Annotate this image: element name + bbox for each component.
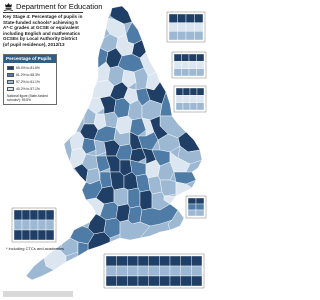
map-title: Key Stage 4: Percentage of pupils in State-funded schools* achieving 5 A*-C grades at GCSE or equivalent including English and mathematics GCSEs by Local Authority District (of pupil residence), 2012/13: [3, 14, 83, 47]
legend-label: 57.2% to 61.1%: [16, 79, 40, 84]
inset-manchester-district: [189, 61, 197, 68]
inset-greater-london-district: [159, 256, 170, 266]
inset-merseyside-district: [38, 230, 46, 240]
inset-merseyside-district: [14, 220, 22, 230]
legend-swatch: [7, 87, 14, 91]
inset-west-midlands: [174, 86, 206, 112]
inset-greater-london-district: [149, 266, 160, 276]
inset-tyne-and-wear-district: [169, 31, 178, 40]
legend: [3, 54, 57, 105]
inset-greater-london-district: [117, 276, 128, 286]
inset-merseyside-district: [14, 230, 22, 240]
inset-west-midlands-district: [183, 103, 190, 110]
inset-manchester: [172, 52, 206, 78]
inset-west-midlands-district: [176, 88, 183, 95]
inset-tyne-and-wear-district: [195, 23, 204, 32]
inset-merseyside-district: [22, 230, 30, 240]
inset-bristol-district: [196, 204, 204, 210]
inset-tyne-and-wear-district: [178, 14, 187, 23]
department-name: Department for Education: [16, 2, 103, 11]
inset-manchester-district: [174, 69, 182, 76]
inset-greater-london-district: [159, 266, 170, 276]
inset-manchester-district: [189, 54, 197, 61]
legend-swatch: [7, 66, 14, 70]
inset-west-midlands-district: [197, 95, 204, 102]
inset-tyne-and-wear-district: [186, 31, 195, 40]
inset-greater-london-district: [181, 266, 192, 276]
inset-merseyside-district: [46, 210, 54, 220]
legend-row-bottom: [7, 87, 57, 91]
inset-greater-london-district: [138, 276, 149, 286]
inset-merseyside: [12, 208, 56, 242]
inset-manchester-district: [197, 54, 205, 61]
department-header: [3, 2, 123, 12]
inset-greater-london-district: [138, 256, 149, 266]
inset-greater-london-district: [170, 256, 181, 266]
district-hull: [134, 68, 148, 90]
inset-tyne-and-wear-district: [178, 23, 187, 32]
district-west-sussex: [140, 190, 152, 210]
inset-greater-london-district: [127, 266, 138, 276]
inset-bristol-district: [196, 210, 204, 216]
inset-greater-london-district: [149, 276, 160, 286]
inset-merseyside-district: [22, 210, 30, 220]
inset-manchester-district: [197, 61, 205, 68]
legend-title: Percentage of Pupils: [4, 55, 56, 63]
inset-tyne-and-wear-district: [186, 14, 195, 23]
inset-bristol-district: [188, 210, 196, 216]
inset-manchester-district: [189, 69, 197, 76]
inset-tyne-and-wear-district: [169, 23, 178, 32]
inset-manchester-district: [182, 61, 190, 68]
inset-tyne-and-wear: [167, 12, 205, 42]
inset-greater-london-district: [106, 276, 117, 286]
inset-greater-london-district: [181, 276, 192, 286]
inset-tyne-and-wear-district: [195, 14, 204, 23]
legend-swatch: [7, 80, 14, 84]
inset-greater-london-district: [117, 256, 128, 266]
inset-tyne-and-wear-district: [195, 31, 204, 40]
inset-greater-london-district: [170, 266, 181, 276]
inset-west-midlands-district: [190, 88, 197, 95]
national-figure-note: National figure (State-funded schools*): 59.8%: [7, 94, 48, 102]
inset-greater-london-district: [106, 256, 117, 266]
legend-label: 65.4% to 81.6%: [16, 65, 40, 70]
inset-bristol-district: [188, 198, 196, 204]
district-southampton: [114, 188, 128, 206]
inset-greater-london-district: [191, 276, 202, 286]
inset-merseyside-district: [30, 210, 38, 220]
inset-greater-london-district: [127, 256, 138, 266]
inset-greater-london-district: [149, 256, 160, 266]
district-tamar: [78, 242, 88, 256]
inset-greater-london: [104, 254, 204, 288]
inset-manchester-district: [197, 69, 205, 76]
legend-row-top: [7, 66, 57, 70]
inset-bristol-district: [196, 198, 204, 204]
inset-greater-london-district: [170, 276, 181, 286]
inset-west-midlands-district: [176, 95, 183, 102]
header-divider: [3, 12, 83, 13]
inset-merseyside-district: [30, 230, 38, 240]
inset-tyne-and-wear-district: [186, 23, 195, 32]
inset-greater-london-district: [191, 266, 202, 276]
inset-west-midlands-district: [190, 95, 197, 102]
inset-tyne-and-wear-district: [178, 31, 187, 40]
footnote: * including CTCs and academies: [6, 246, 65, 251]
inset-manchester-district: [182, 69, 190, 76]
inset-greater-london-district: [159, 276, 170, 286]
inset-bristol-district: [188, 204, 196, 210]
district-herefordshire: [70, 132, 84, 150]
legend-row-lower-mid: [7, 80, 57, 84]
inset-merseyside-district: [14, 210, 22, 220]
inset-merseyside-district: [46, 230, 54, 240]
inset-greater-london-district: [106, 266, 117, 276]
inset-greater-london-district: [181, 256, 192, 266]
inset-merseyside-district: [30, 220, 38, 230]
footer-source-bar: [3, 291, 73, 297]
inset-west-midlands-district: [197, 103, 204, 110]
inset-tyne-and-wear-district: [169, 14, 178, 23]
inset-greater-london-district: [127, 276, 138, 286]
legend-label: 61.2% to 65.3%: [16, 72, 40, 77]
inset-manchester-district: [174, 54, 182, 61]
inset-greater-london-district: [138, 266, 149, 276]
royal-crest-icon: [3, 2, 14, 12]
inset-west-midlands-district: [183, 95, 190, 102]
district-chichester: [128, 188, 140, 208]
legend-row-upper-mid: [7, 73, 57, 77]
inset-merseyside-district: [38, 210, 46, 220]
inset-west-midlands-district: [176, 103, 183, 110]
inset-greater-london-district: [191, 256, 202, 266]
legend-swatch: [7, 73, 14, 77]
inset-merseyside-district: [38, 220, 46, 230]
inset-west-midlands-district: [197, 88, 204, 95]
inset-merseyside-district: [22, 220, 30, 230]
inset-west-midlands-district: [183, 88, 190, 95]
inset-merseyside-district: [46, 220, 54, 230]
inset-manchester-district: [182, 54, 190, 61]
inset-manchester-district: [174, 61, 182, 68]
inset-bristol: [186, 196, 206, 218]
legend-label: 40.2% to 57.1%: [16, 86, 40, 91]
inset-west-midlands-district: [190, 103, 197, 110]
inset-greater-london-district: [117, 266, 128, 276]
